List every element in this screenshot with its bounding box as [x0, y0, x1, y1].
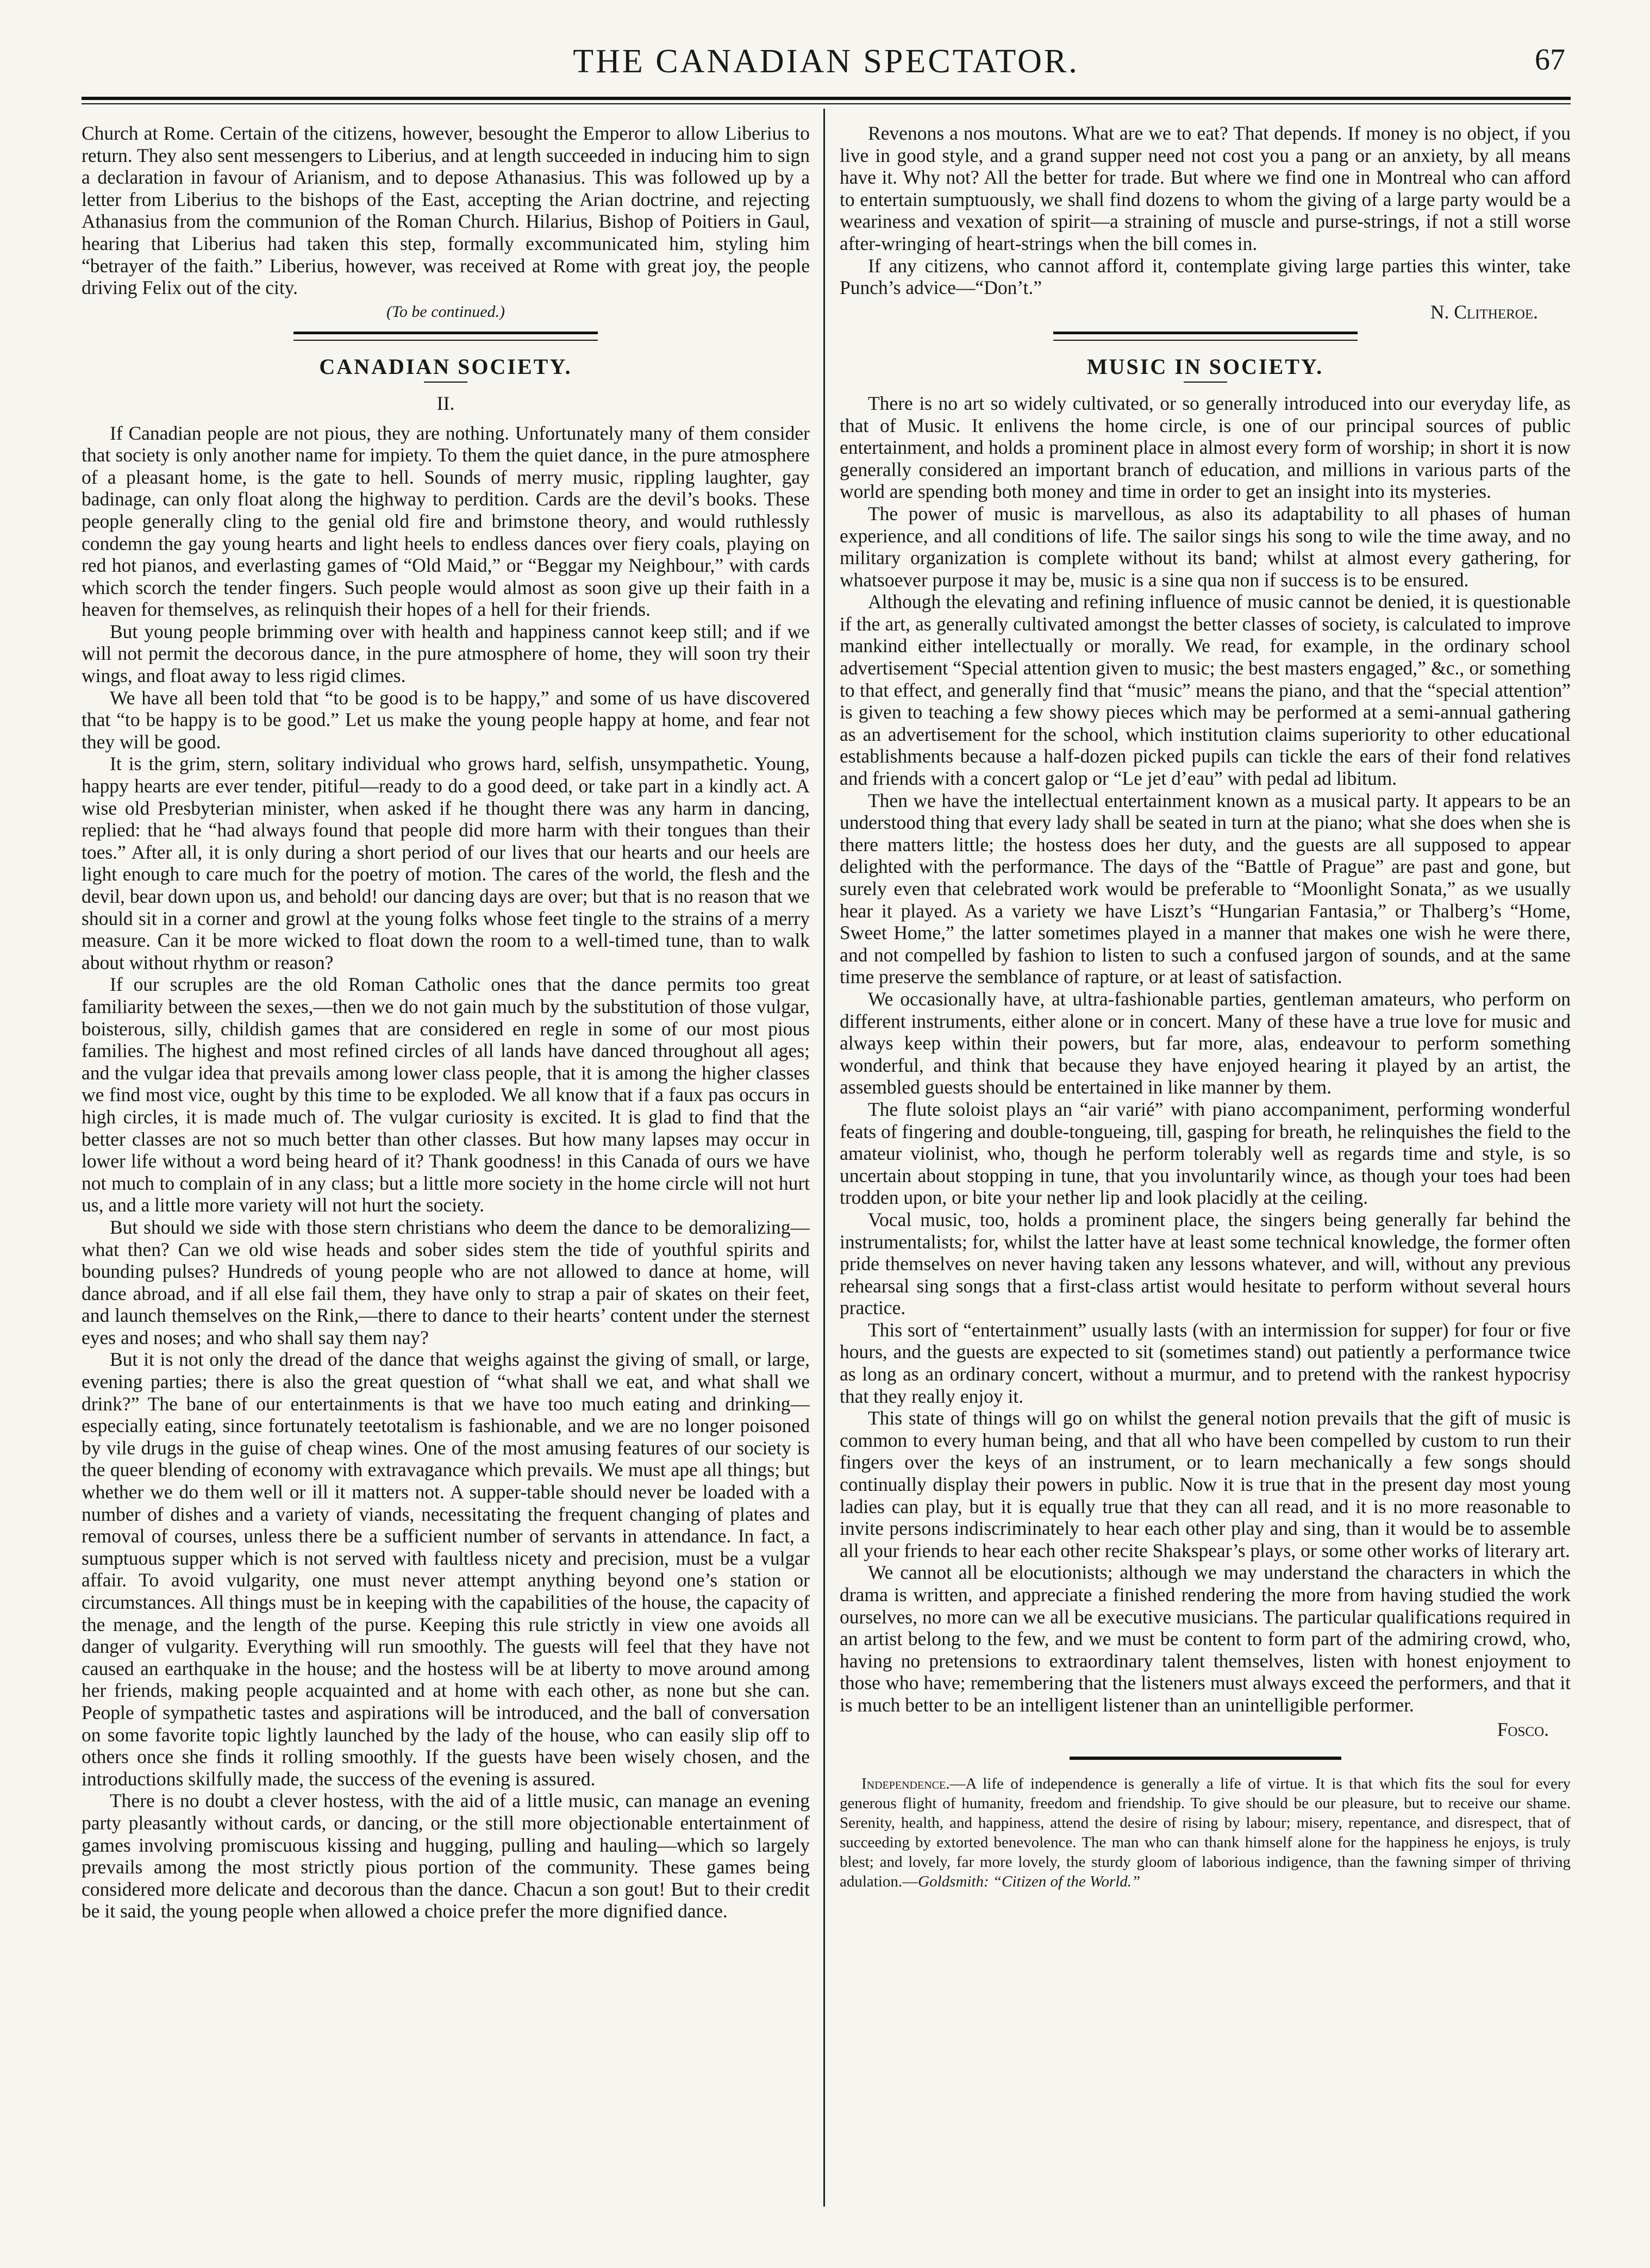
paragraph: We have all been told that “to be good is to be happy,” and some of us have discovered that “to be happy is to be good.” Let us make the young people happy at home, and fear not they will be good. — [82, 686, 810, 753]
paragraph: Then we have the intellectual entertainment known as a musical party. It appears to be an understood thing that every lady shall be seated in turn at the piano; what she does when she is there matters little; the hostess does her duty, and the guests are all supposed to appear delighted with the performance. The days of the “Battle of Prague” are past and gone, but surely even that celebrated work would be preferable to “Moonlight Sonata,” as we usually hear it played. As a variety we have Liszt’s “Hungarian Fantasia,” or Thalberg’s “Home, Sweet Home,” the latter sometimes played in a manner that makes one wish he were there, and not compelled by fashion to listen to such a confused jargon of sounds, and at the same time preserve the semblance of rapture, or at least of satisfaction. — [840, 789, 1571, 988]
paragraph: Revenons a nos moutons. What are we to eat? That depends. If money is no object, if you live in good style, and a grand supper need not cost you a pang or an anxiety, by all means have it. Why not? All the better for trade. But where we find one in Montreal who can afford to entertain sumptuously, we shall find dozens to whom the giving of a large party would be a weariness and vexation of spirit—a straining of muscle and purse-strings, if not a still worse after-wringing of heart-strings when the bill comes in. — [840, 122, 1571, 254]
right-column — [840, 122, 1571, 2204]
note-attribution: Goldsmith: “Citizen of the World.” — [918, 1873, 1141, 1891]
header-rule — [82, 97, 1571, 104]
paragraph: If Canadian people are not pious, they are nothing. Unfortunately many of them consider that society is only another name for impiety. To them the quiet dance, in the pure atmosphere of a pleasant home, is the gate to hell. Sounds of merry music, rippling laughter, gay badinage, can only float along the highway to perdition. Cards are the devil’s books. These people generally cling to the genial old fire and brimstone theory, and would ruthlessly condemn the gay young hearts and light heels to endless dances over fiery coals, playing on red hot pianos, and everlasting games of “Old Maid,” or “Beggar my Neighbour,” with cards which scorch the tender fingers. Such people would almost as soon give up their faith in a heaven for themselves, as relinquish their hopes of a hell for their friends. — [82, 422, 810, 621]
article-continuation: Church at Rome. Certain of the citizens, however, besought the Emperor to allow Liberius to return. They also sent messengers to Liberius, and at length succeeded in inducing him to sign a declaration in favour of Arianism, and to depose Athanasius. This was followed up by a letter from Liberius to the bishops of the East, accepting the Arian doctrine, and rejecting Athanasius from the communion of the Roman Church. Hilarius, Bishop of Poitiers in Gaul, hearing that Liberius had taken this step, formally excommunicated him, styling him “betrayer of the faith.” Liberius, however, was received at Rome with great joy, the people driving Felix out of the city. — [82, 122, 810, 299]
paragraph: We cannot all be elocutionists; although we may understand the characters in which the drama is written, and appreciate a finished rendering the more from having studied the work ourselves, no more can we all be executive musicians. The particular qualifications required in an artist belong to the few, and we must be content to form part of the admiring crowd, who, having no pretensions to extraordinary talent themselves, listen with honest enjoyment to those who have; remembering that the listeners must always exceed the performers, and that it is much better to be an intelligent listener than an unintelligible performer. — [840, 1561, 1571, 1716]
page-number: 67 — [1535, 43, 1565, 77]
paragraph: But young people brimming over with health and happiness cannot keep still; and if we will not permit the decorous dance, in the pure atmosphere of home, they will soon try their wings, and float away to less rigid climes. — [82, 620, 810, 687]
paragraph: It is the grim, stern, solitary individual who grows hard, selfish, unsympathetic. Young, happy hearts are ever tender, pitiful—ready to do a good deed, or take part in a kindly act. A wise old Presbyterian minister, when asked if he thought there was any harm in dancing, replied: that he “had always found that people did more harm with their tongues than their toes.” After all, it is only during a short period of our lives that our hearts and our heels are light enough to care much for the poetry of motion. The cares of the world, the flesh and the devil, bear down upon us, and behold! our dancing days are over; but that is no reason that we should sit in a corner and growl at the young folks whose feet tingle to the strains of a merry measure. Can it be more wicked to float down the room to a well-timed tune, than to walk about without rhythm or reason? — [82, 753, 810, 973]
paragraph: Vocal music, too, holds a prominent place, the singers being generally far behind the instrumentalists; for, whilst the latter have at least some technical knowledge, the former often pride themselves on never having taken any lessons whatever, and will, without any previous rehearsal sing songs that a first-class artist would hesitate to perform without several hours practice. — [840, 1208, 1571, 1319]
paragraph: We occasionally have, at ultra-fashionable parties, gentleman amateurs, who perform on different instruments, either alone or in concert. Many of these have a true love for music and always keep within their powers, but far more, alas, endeavour to perform something wonderful, and think that because they have enjoyed hearing it played by an artist, the assembled guests should be entertained in like manner by them. — [840, 988, 1571, 1098]
author-signature: Fosco. — [1497, 1718, 1549, 1740]
section-rule — [293, 332, 598, 341]
author-signature: N. Clitheroe. — [1430, 301, 1538, 323]
independence-note — [840, 1774, 1571, 1891]
paragraph: This sort of “entertainment” usually lasts (with an intermission for supper) for four or five hours, and the guests are expected to sit (sometimes stand) out patiently a performance twice as long as an ordinary concert, without a murmur, and to pretend with the rankest hypocrisy that they really enjoy it. — [840, 1319, 1571, 1407]
paragraph: If our scruples are the old Roman Catholic ones that the dance permits too great familiarity between the sexes,—then we do not gain much by the substitution of those vulgar, boisterous, silly, childish games that are considered en regle in some of our most pious families. The highest and most refined circles of all lands have danced throughout all ages; and the vulgar idea that prevails among lower class people, that it is among the higher classes we find most vice, ought by this time to be exploded. We all know that if a faux pas occurs in high circles, it is made much of. The vulgar curiosity is excited. It is glad to find that the better classes are not so much better than other classes. But how many lapses may occur in lower life without a word being heard of it? Thank goodness! in this Canada of ours we have not much to complain of in any class; but a little more society in the home circle will not hurt us, and a little more variety will not hurt the society. — [82, 973, 810, 1216]
paragraph: Although the elevating and refining influence of music cannot be denied, it is questionable if the art, as generally cultivated amongst the better classes of society, is calculated to improve mankind either intellectually or morally. We read, for example, in the ordinary school advertisement “Special attention given to music; the best masters engaged,” &c., or something to that effect, and generally find that “music” means the piano, and that the “special attention” is given to teaching a few showy pieces which may be performed at a semi-annual gathering as an advertisement for the school, which institution claims superiority to other educational establishments because a half-dozen picked pupils can tickle the ears of their fond relatives and friends with a concert galop or “Le jet d’eau” with pedal ad libitum. — [840, 591, 1571, 790]
to-be-continued: (To be continued.) — [386, 302, 505, 321]
paragraph: But should we side with those stern christians who deem the dance to be demoralizing—what then? Can we old wise heads and sober sides stem the tide of youthful spirits and bounding pulses? Hundreds of young people who are not allowed to dance at home, will dance abroad, and if all else fail them, they have only to strap a pair of skates on their feet, and launch themselves on the Rink,—there to dance to their hearts’ content under the sternest eyes and noses; and who shall say them nay? — [82, 1216, 810, 1348]
section-rule — [1070, 1757, 1341, 1760]
section-rule — [1053, 332, 1358, 341]
section-title-music-in-society: MUSIC IN SOCIETY. — [1086, 354, 1324, 379]
section-title-canadian-society: CANADIAN SOCIETY. — [319, 354, 572, 379]
note-paragraph — [840, 1774, 1571, 1891]
title-underline — [1184, 382, 1227, 383]
note-text: —A life of independence is generally a life of virtue. It is that which fits the soul for every generous flight of humanity, freedom and friendship. To give should be our pleasure, but to receive our shame. Serenity, health, and happiness, attend the desire of rising by labour; misery, repentance, and disrespect, that of succeeding by extorted benevolence. The man who can thank himself alone for the happiness he enjoys, is truly blest; and lovely, far more lovely, the sturdy gloom of laborious indigence, than the fawning simper of thriving adulation.— — [840, 1775, 1571, 1891]
title-underline — [424, 382, 467, 383]
publication-title: THE CANADIAN SPECTATOR. — [573, 43, 1079, 80]
left-column — [82, 122, 810, 2204]
section-number: II. — [436, 392, 455, 414]
paragraph: If any citizens, who cannot afford it, contemplate giving large parties this winter, take Punch’s advice—“Don’t.” — [840, 254, 1571, 299]
paragraph: There is no art so widely cultivated, or so generally introduced into our everyday life, as that of Music. It enlivens the home circle, is one of our principal sources of public entertainment, and holds a prominent place in almost every form of worship; in short it is now generally considered an important branch of education, and millions in various parts of the world are spending both money and time in order to get an insight into its mysteries. — [840, 392, 1571, 503]
column-divider — [823, 109, 825, 2207]
page-header — [82, 38, 1571, 98]
note-heading: Independence. — [861, 1775, 950, 1793]
paragraph: This state of things will go on whilst the general notion prevails that the gift of music is common to every human being, and that all who have been compelled by custom to run their fingers over the keys of an instrument, or to learn mechanically a few songs should continually display their powers in public. Now it is true that in the present day most young ladies can play, but it is equally true that they can all read, and it is no more reasonable to invite persons indiscriminately to hear each other play and sing, than it would be to assemble all your friends to hear each other recite Shakspear’s plays, or some other works of literary art. — [840, 1407, 1571, 1561]
paragraph: But it is not only the dread of the dance that weighs against the giving of small, or large, evening parties; there is also the great question of “what shall we eat, and what shall we drink?” The bane of our entertainments is that we have too much eating and drinking—especially eating, since fortunately teetotalism is fashionable, and we are no longer poisoned by vile drugs in the guise of cheap wines. One of the most amusing features of our society is the queer blending of economy with extravagance which prevails. We must ape all things; but whether we do them well or ill it matters not. A supper-table should never be loaded with a number of dishes and a variety of viands, necessitating the frequent changing of plates and removal of courses, unless there be a sufficient number of servants in attendance. In fact, a sumptuous supper which is not served with faultless nicety and precision, must be a vulgar affair. To avoid vulgarity, one must never attempt anything beyond one’s station or circumstances. All things must be in keeping with the capabilities of the house, the capacity of the menage, and the length of the purse. Keeping this rule strictly in view one avoids all danger of vulgarity. Everything will run smoothly. The guests will feel that they have not caused an earthquake in the house; and the hostess will be at liberty to move around among her friends, making people acquainted and at home with each other, as none but she can. People of sympathetic tastes and aspirations will be introduced, and the ball of conversation on some favorite topic lightly launched by the lady of the house, who can easily slip off to others once she finds it rolling smoothly. If the guests have been wisely chosen, and the introductions skilfully made, the success of the evening is assured. — [82, 1348, 810, 1790]
paragraph: The flute soloist plays an “air varié” with piano accompaniment, performing wonderful feats of fingering and double-tongueing, till, gasping for breath, he relinquishes the field to the amateur violinist, who, though he perform tolerably well as regards time and style, is so uncertain about stopping in tune, that you involuntarily wince, as though your toes had been trodden upon, or bite your nether lip and look placidly at the ceiling. — [840, 1098, 1571, 1209]
paragraph: There is no doubt a clever hostess, with the aid of a little music, can manage an evening party pleasantly without cards, or dancing, or the still more objectionable entertainment of games involving promiscuous kissing and hugging, pulling and hauling—which so largely prevails among the most strictly pious portion of the community. These games being considered more delicate and decorous than the dance. Chacun a son gout! But to their credit be it said, the young people when allowed a choice prefer the more dignified dance. — [82, 1790, 810, 1922]
paragraph: The power of music is marvellous, as also its adaptability to all phases of human experience, and all conditions of life. The sailor sings his song to wile the time away, and no military organization is complete without its band; whilst at almost every gathering, for whatsoever purpose it may be, music is a sine qua non if success is to be ensured. — [840, 502, 1571, 591]
